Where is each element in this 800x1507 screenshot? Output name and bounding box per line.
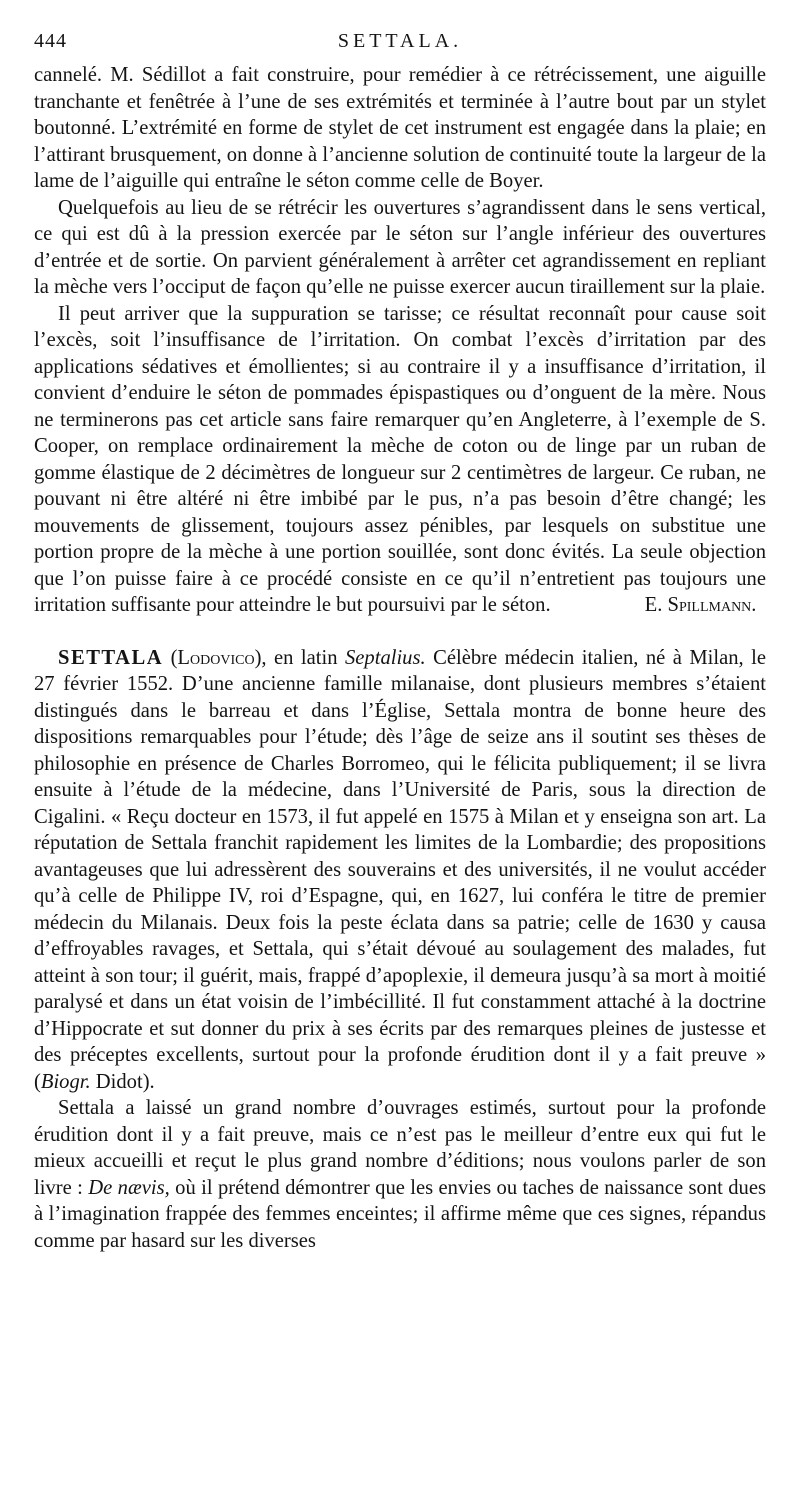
running-head: SETTALA. bbox=[337, 30, 463, 52]
settala-entry bbox=[34, 645, 766, 1255]
settala-paragraph-2-start: Settala a laissé un grand nombre d’ouvrages estimés, surtout pour la profonde érudition dont il y a fait preuve, mais ce n’est pas le meilleur d’entre eux qui fut le mieux accueilli et reçut le plus grand nombre d’éditions; nous voulons parler de son livre : bbox=[34, 1097, 766, 1199]
seton-paragraph-2: Quelquefois au lieu de se rétrécir les ouvertures s’agrandissent dans le sens vertical, ce qui est dû à la pression exercée par le séton sur l’angle inférieur des ouvertures d’entrée et de sortie. On parvient généralement à arrêter cet agrandissement en repliant la mèche vers l’occiput de façon qu’elle ne puisse exercer aucun tiraillement sur la plaie. bbox=[34, 196, 766, 298]
article-separator bbox=[34, 619, 766, 645]
settala-paragraph-1 bbox=[34, 645, 766, 1096]
latin-name: Septalius. bbox=[344, 646, 426, 669]
settala-paragraph-2-end: où il prétend démontrer que les envies ou taches de naissance sont dues à l’imagination frappée des femmes enceintes; il affirme même que ces signes, répandus comme par hasard sur les diverses bbox=[34, 1176, 767, 1252]
entry-forename: (Lodovico), bbox=[170, 646, 267, 669]
page-number: 444 bbox=[34, 30, 67, 52]
page bbox=[34, 22, 766, 1254]
citation-tail: Didot). bbox=[90, 1070, 155, 1093]
citation-source: Biogr. bbox=[40, 1070, 91, 1093]
page-header bbox=[34, 22, 766, 62]
book-title: De nævis, bbox=[88, 1176, 170, 1199]
entry-headword: SETTALA bbox=[58, 646, 164, 669]
seton-article-continuation bbox=[34, 62, 766, 619]
seton-paragraph-3 bbox=[34, 301, 766, 619]
settala-paragraph-1-text: Célèbre médecin italien, né à Milan, le 27 février 1552. D’une ancienne famille milanaise, dont plusieurs membres s’étaient distingués dans le barreau et dans l’Église, Settala montra de bonne heure des dispositions remarquables pour l’étude; dès l’âge de seize ans il soutint ses thèses de philosophie en présence de Charles Borromeo, qui le félicita publiquement; il se livra ensuite à l’étude de la médecine, dans l’Université de Paris, sous la direction de Cigalini. « Reçu docteur en 1573, il fut appelé en 1575 à Milan et y enseigna son art. La réputation de Settala franchit rapidement les limites de la Lombardie; des propositions avantageuses que lui adressèrent des souverains et des universités, il ne voulut accéder qu’à celle de Philippe IV, roi d’Espagne, qui, en 1627, lui conféra le titre de premier médecin du Milanais. Deux fois la peste éclata dans sa patrie; celle de 1630 y causa d’effroyables ravages, et Settala, qui s’était dévoué au soulagement des malades, fut atteint à son tour; il guérit, mais, frappé d’apoplexie, il demeura jusqu’à sa mort à moitié paralysé et dans un état voisin de l’imbécillité. Il fut constamment attaché à la doctrine d’Hippocrate et sut donner du prix à ses écrits par des remarques pleines de justesse et des préceptes excellents, surtout pour la profonde érudition dont il y a fait preuve » ( bbox=[34, 646, 766, 1093]
latin-intro: en latin bbox=[274, 646, 338, 669]
author-signature: E. Spillmann. bbox=[644, 594, 757, 616]
seton-paragraph-3-text: Il peut arriver que la suppuration se tarisse; ce résultat reconnaît pour cause soit l’excès, soit l’insuffisance de l’irritation. On combat l’excès d’irritation par des applications sédatives et émollientes; si au contraire il y a insuffisance d’irritation, il convient d’enduire le séton de pommades épispastiques ou d’onguent de la mère. Nous ne terminerons pas cet article sans faire remarquer qu’en Angleterre, à l’exemple de S. Cooper, on remplace ordinairement la mèche de coton ou de linge par un ruban de gomme élastique de 2 décimètres de longueur sur 2 centimètres de largeur. Ce ruban, ne pouvant ni être altéré ni être imbibé par le pus, n’a pas besoin d’être changé; les mouvements de glissement, toujours assez pénibles, par lesquels on substitue une portion propre de la mèche à une portion souillée, sont donc évités. La seule objection que l’on puisse faire à ce procédé consiste en ce qu’il n’entretient pas toujours une irritation suffisante pour atteindre le but poursuivi par le séton. bbox=[34, 302, 766, 616]
seton-paragraph-1: cannelé. M. Sédillot a fait construire, pour remédier à ce rétrécissement, une aiguille tranchante et fenêtrée à l’une de ses extrémités et terminée à l’autre bout par un stylet boutonné. L’extrémité en forme de stylet de cet instrument est engagée dans la plaie; en l’attirant brusquement, on donne à l’ancienne solution de continuité toute la largeur de la lame de l’aiguille qui entraîne le séton comme celle de Boyer. bbox=[34, 64, 766, 192]
settala-paragraph-2 bbox=[34, 1095, 766, 1254]
